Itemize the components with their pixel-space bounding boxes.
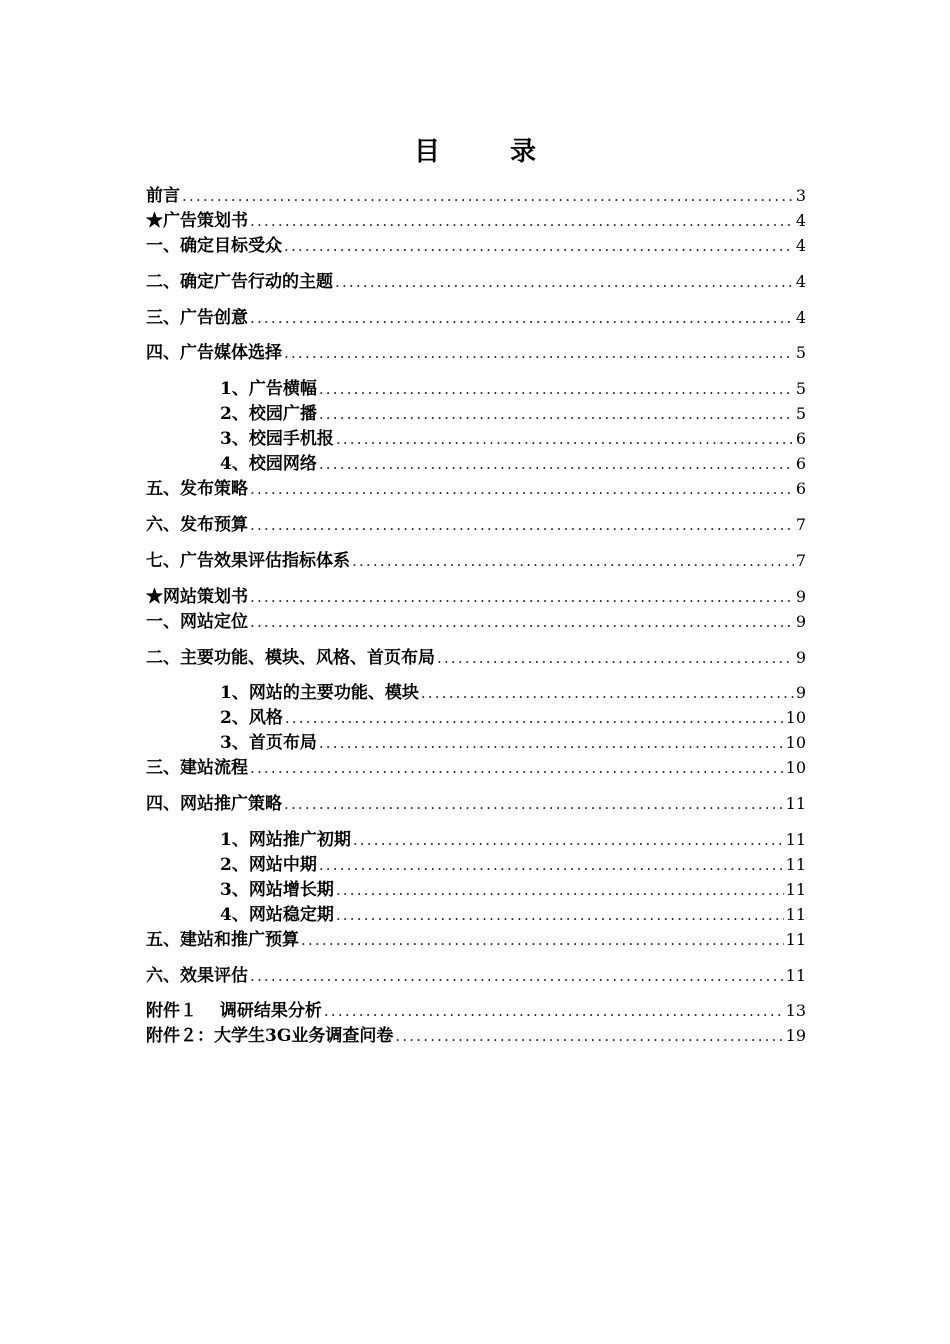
- toc-entry-label: 3、网站增长期: [220, 880, 334, 900]
- toc-subentry[interactable]: [220, 851, 806, 876]
- toc-leader-dots: [336, 904, 784, 926]
- toc-entry-label: 2、校园广播: [220, 404, 317, 424]
- toc-entry-page: 11: [785, 930, 806, 949]
- toc-leader-dots: [285, 707, 784, 729]
- toc-entry-label: 五、发布策略: [146, 479, 248, 499]
- toc-leader-dots: [250, 611, 794, 633]
- toc-entry[interactable]: [146, 268, 806, 293]
- toc-entry-page: 6: [795, 479, 806, 498]
- toc-leader-dots: [250, 478, 794, 500]
- toc-subentry[interactable]: [220, 450, 806, 475]
- toc-leader-dots: [319, 403, 794, 425]
- toc-entry-label: 2、风格: [220, 708, 283, 728]
- toc-entry-label: ★广告策划书: [146, 211, 248, 231]
- toc-entry-page: 19: [785, 1026, 806, 1045]
- toc-entry-label: 二、主要功能、模块、风格、首页布局: [146, 648, 435, 668]
- toc-leader-dots: [336, 428, 794, 450]
- toc-subentry[interactable]: [220, 876, 806, 901]
- toc-leader-dots: [284, 793, 784, 815]
- toc-leader-dots: [250, 210, 794, 232]
- toc-entry-label: 附件２：大学生3G业务调查问卷: [146, 1026, 394, 1046]
- toc-entry[interactable]: [146, 475, 806, 500]
- toc-entry-page: 10: [785, 733, 806, 752]
- toc-leader-dots: [353, 829, 784, 851]
- toc-entry-page: 9: [795, 612, 806, 631]
- toc-title: 目 录: [413, 137, 558, 167]
- toc-entry-page: 9: [795, 648, 806, 667]
- toc-entry-page: 4: [795, 211, 806, 230]
- toc-entry-label: 4、校园网络: [220, 454, 317, 474]
- toc-leader-dots: [324, 1000, 784, 1022]
- toc-entry-page: 10: [785, 708, 806, 727]
- toc-entry-label: 3、首页布局: [220, 733, 317, 753]
- toc-entry[interactable]: [146, 790, 806, 815]
- toc-entry-page: 13: [785, 1001, 806, 1020]
- toc-entry-page: 11: [785, 880, 806, 899]
- toc-entry-page: 5: [795, 379, 806, 398]
- toc-leader-dots: [250, 586, 794, 608]
- toc-subentry[interactable]: [220, 826, 806, 851]
- toc-leader-dots: [250, 307, 794, 329]
- toc-subentry[interactable]: [220, 704, 806, 729]
- toc-entry[interactable]: [146, 304, 806, 329]
- toc-entry-page: 7: [795, 551, 806, 570]
- toc-leader-dots: [437, 647, 794, 669]
- toc-entry-label: 4、网站稳定期: [220, 905, 334, 925]
- toc-entry-page: 11: [785, 855, 806, 874]
- toc-leader-dots: [284, 342, 794, 364]
- toc-entry-label: 1、广告横幅: [220, 379, 317, 399]
- toc-entry-page: 9: [795, 683, 806, 702]
- toc-entry-label: 前言: [146, 186, 180, 206]
- toc-entry-label: 附件１ 调研结果分析: [146, 1001, 322, 1021]
- toc-entry-label: 一、确定目标受众: [146, 236, 282, 256]
- toc-leader-dots: [395, 1025, 783, 1047]
- toc-entry-page: 3: [795, 186, 806, 205]
- toc-entry-label: 三、建站流程: [146, 758, 248, 778]
- toc-entry-page: 11: [785, 966, 806, 985]
- toc-leader-dots: [182, 185, 794, 207]
- toc-entry[interactable]: [146, 1022, 806, 1047]
- toc-entry-label: ★网站策划书: [146, 587, 248, 607]
- toc-entry[interactable]: [146, 962, 806, 987]
- toc-entry[interactable]: [146, 207, 806, 232]
- toc-leader-dots: [319, 854, 784, 876]
- toc-entry-label: 三、广告创意: [146, 308, 248, 328]
- toc-entry-page: 4: [795, 236, 806, 255]
- toc-entry-page: 6: [795, 454, 806, 473]
- toc-entry-page: 5: [795, 404, 806, 423]
- toc-leader-dots: [301, 929, 784, 951]
- toc-leader-dots: [319, 453, 794, 475]
- toc-leader-dots: [335, 271, 794, 293]
- toc-entry[interactable]: [146, 339, 806, 364]
- toc-subentry[interactable]: [220, 375, 806, 400]
- toc-entry-page: 9: [795, 587, 806, 606]
- toc-leader-dots: [250, 757, 784, 779]
- toc-entry-page: 5: [795, 343, 806, 362]
- toc-subentry[interactable]: [220, 425, 806, 450]
- toc-entry-label: 2、网站中期: [220, 855, 317, 875]
- toc-leader-dots: [319, 378, 794, 400]
- toc-entry-label: 3、校园手机报: [220, 429, 334, 449]
- toc-leader-dots: [336, 879, 784, 901]
- toc-entry[interactable]: [146, 583, 806, 608]
- toc-leader-dots: [319, 732, 784, 754]
- toc-entry-page: 11: [785, 905, 806, 924]
- toc-entry-label: 六、发布预算: [146, 515, 248, 535]
- toc-entry-page: 4: [795, 272, 806, 291]
- toc-entry[interactable]: [146, 547, 806, 572]
- toc-entry-label: 一、网站定位: [146, 612, 248, 632]
- toc-subentry[interactable]: [220, 901, 806, 926]
- toc-leader-dots: [250, 965, 784, 987]
- toc-leader-dots: [284, 235, 794, 257]
- toc-entry-page: 7: [795, 515, 806, 534]
- toc-entry-page: 11: [785, 830, 806, 849]
- toc-entry-label: 四、网站推广策略: [146, 794, 282, 814]
- toc-entry[interactable]: [146, 182, 806, 207]
- toc-entry[interactable]: [146, 644, 806, 669]
- toc-entry-label: 1、网站的主要功能、模块: [220, 683, 419, 703]
- toc-entry-label: 四、广告媒体选择: [146, 343, 282, 363]
- toc-entry[interactable]: [146, 926, 806, 951]
- toc-entry[interactable]: [146, 232, 806, 257]
- toc-entry[interactable]: [146, 511, 806, 536]
- toc-entry-label: 七、广告效果评估指标体系: [146, 551, 350, 571]
- toc-entry-label: 六、效果评估: [146, 966, 248, 986]
- toc-entry-label: 1、网站推广初期: [220, 830, 351, 850]
- toc-entry-page: 4: [795, 308, 806, 327]
- toc-subentry[interactable]: [220, 400, 806, 425]
- toc-entry-page: 10: [785, 758, 806, 777]
- toc-entry[interactable]: [146, 608, 806, 633]
- toc-entry[interactable]: [146, 754, 806, 779]
- toc-leader-dots: [250, 514, 794, 536]
- toc-entry-label: 二、确定广告行动的主题: [146, 272, 333, 292]
- toc-entry[interactable]: [146, 997, 806, 1022]
- toc-leader-dots: [421, 682, 794, 704]
- toc-entry-label: 五、建站和推广预算: [146, 930, 299, 950]
- toc-entry-page: 11: [785, 794, 806, 813]
- toc-leader-dots: [352, 550, 794, 572]
- toc-subentry[interactable]: [220, 679, 806, 704]
- toc-subentry[interactable]: [220, 729, 806, 754]
- toc-entry-page: 6: [795, 429, 806, 448]
